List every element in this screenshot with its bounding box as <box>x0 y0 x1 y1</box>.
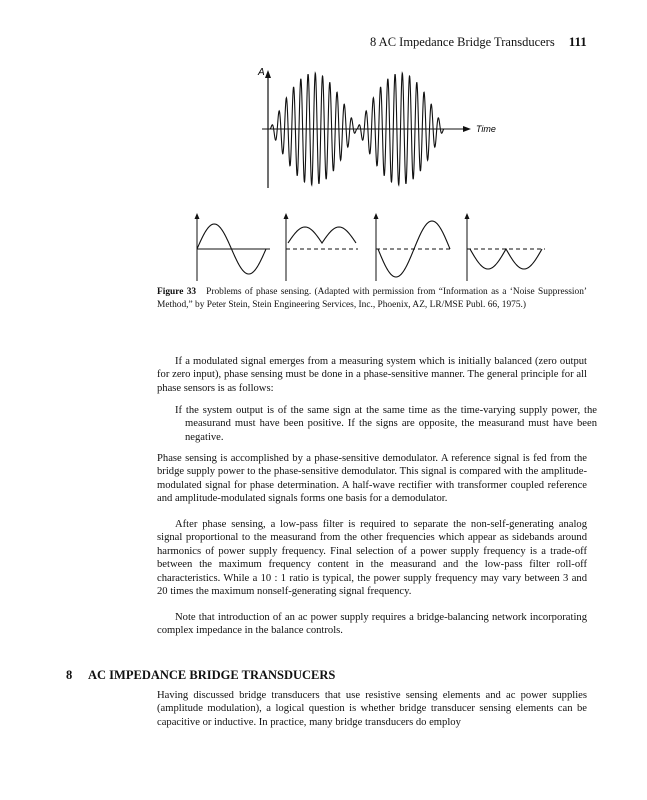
figure-caption-text: Problems of phase sensing. (Adapted with permission from “Information as a ‘Noise Suppression’ Method,” by Peter Stein, Stein Engineering Services, Inc., Phoenix, AZ, LR/MSE Publ. 66, 1975.) <box>157 287 587 310</box>
figure-caption-label: Figure 33 <box>157 287 197 297</box>
paragraph-1: If a modulated signal emerges from a measuring system which is initially balanced (zero output for zero input), phase sensing must be done in a phase-sensitive manner. The general principle for all phase sensors is as follows: <box>157 356 587 394</box>
time-axis-arrow <box>463 126 471 132</box>
paragraph-4: Note that introduction of an ac power supply requires a bridge-balancing network incorporating complex impedance in the balance controls. <box>157 612 587 637</box>
figure-caption <box>157 286 587 311</box>
principle-quote: If the system output is of the same sign at the same time as the time-varying supply power, the measurand must have been positive. If the signs are opposite, the measurand must have been negative. <box>175 405 597 443</box>
phase-panel-1 <box>195 213 271 281</box>
axis-label-time: Time <box>476 124 496 134</box>
phase-wave-2 <box>288 227 356 243</box>
axis-label-a: A <box>258 67 265 78</box>
phase-panel-4 <box>465 213 546 281</box>
section-title: AC IMPEDANCE BRIDGE TRANSDUCERS <box>88 668 336 682</box>
section-paragraph-1: Having discussed bridge transducers that use resistive sensing elements and ac power supplies (amplitude modulation), a logical question is whether bridge transducer sensing elements can be capacitive or inductive. In practice, many bridge transducers do employ <box>157 690 587 728</box>
page-number: 111 <box>568 34 587 49</box>
running-head-title: 8 AC Impedance Bridge Transducers <box>370 35 555 49</box>
phase-panel-2 <box>284 213 359 281</box>
phase-panel-3 <box>374 213 453 281</box>
phase-wave-4 <box>470 249 542 269</box>
paragraph-2: Phase sensing is accomplished by a phase-sensitive demodulator. A reference signal is fed from the bridge supply power to the phase-sensitive demodulator. This signal is compared with the amplitude-modulated signal for phase determination. A half-wave rectifier with transformer coupled reference and amplitude-modulated signals forms one basis for a demodulator. <box>157 453 587 505</box>
amplitude-axis-arrow <box>265 70 271 78</box>
section-number: 8 <box>66 668 73 682</box>
modulated-signal-figure <box>0 0 647 200</box>
section-heading <box>66 668 335 683</box>
paragraph-3: After phase sensing, a low-pass filter is required to separate the non-self-generating analog signal proportional to the measurand from the other frequencies which appear as sidebands around harmonics of power supply frequency. Final selection of a power supply frequency is a trade-off between the maximum frequency content in the measurand and the low-pass filter roll-off characteristics. While a 10 : 1 ratio is typical, the power supply frequency may vary between 3 and 20 times the maximum nonself-generating signal frequency. <box>157 519 587 598</box>
